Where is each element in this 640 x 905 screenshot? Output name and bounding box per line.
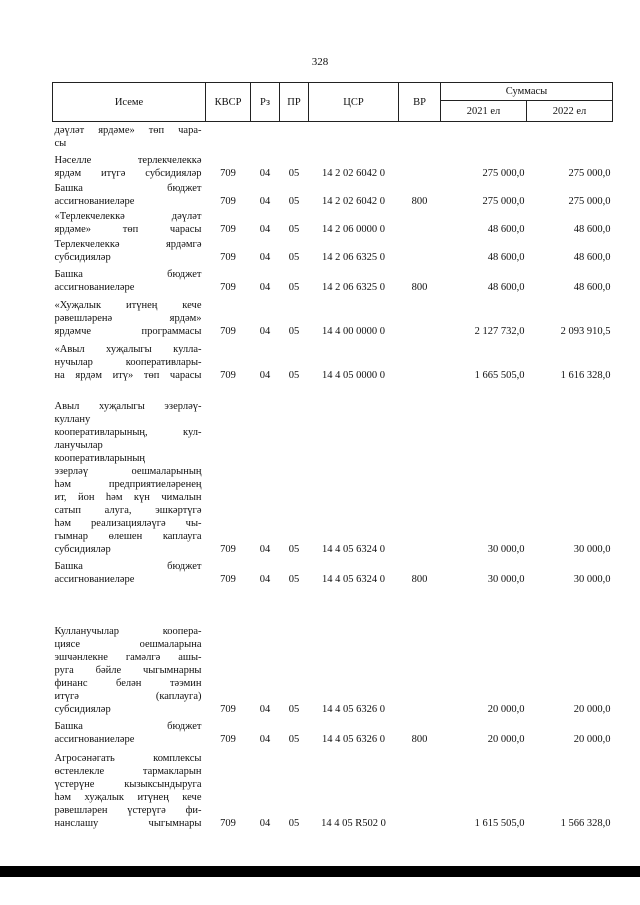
row-pr: 05 xyxy=(288,223,300,235)
table-row xyxy=(53,122,613,150)
row-vr xyxy=(399,122,441,150)
row-amount-2021: 1 665 505,0 xyxy=(474,369,525,381)
row-kvsr: 709 xyxy=(220,195,236,207)
row-amount-2022: 48 600,0 xyxy=(573,281,611,293)
budget-table xyxy=(52,82,613,830)
row-csr: 14 4 05 6324 0 xyxy=(322,573,385,585)
row-name: «Авыл хуҗалыгы кулла- нучылар кооперативлары- на ярдәм итү» төп чарасы xyxy=(54,343,202,381)
row-vr xyxy=(399,208,441,236)
row-pr: 05 xyxy=(288,281,300,293)
row-rz: 04 xyxy=(259,251,271,263)
row-pr: 05 xyxy=(288,817,300,829)
row-amount-2022: 1 616 328,0 xyxy=(560,369,611,381)
row-kvsr xyxy=(206,122,251,150)
row-kvsr: 709 xyxy=(220,817,236,829)
row-name: «Хуҗалык итүнең кече рәвешләренә ярдәм» ярдәмче программасы xyxy=(54,299,202,337)
row-rz: 04 xyxy=(259,543,271,555)
row-amount-2021: 30 000,0 xyxy=(487,543,525,555)
row-rz: 04 xyxy=(259,195,271,207)
row-csr: 14 4 05 6326 0 xyxy=(322,733,385,745)
row-amount-2022: 275 000,0 xyxy=(568,167,611,179)
row-pr: 05 xyxy=(288,325,300,337)
table-row xyxy=(53,236,613,264)
row-vr: 800 xyxy=(411,195,428,207)
row-amount-2021: 275 000,0 xyxy=(482,167,525,179)
row-vr xyxy=(399,586,441,716)
row-amount-2022: 30 000,0 xyxy=(573,543,611,555)
row-rz: 04 xyxy=(259,325,271,337)
table-row xyxy=(53,338,613,382)
row-csr: 14 2 06 0000 0 xyxy=(322,223,385,235)
row-vr xyxy=(399,338,441,382)
row-amount-2021: 275 000,0 xyxy=(482,195,525,207)
row-csr: 14 2 02 6042 0 xyxy=(322,167,385,179)
header-csr: ЦСР xyxy=(309,83,399,122)
header-pr: ПР xyxy=(280,83,309,122)
table-row xyxy=(53,150,613,180)
header-sums: Суммасы xyxy=(441,83,613,101)
row-amount-2022: 48 600,0 xyxy=(573,223,611,235)
row-name: Башка бюджет ассигнованиеләре xyxy=(54,720,202,745)
row-name: Нәселле терлекчелеккә ярдәм итүгә субсидияләр xyxy=(54,154,202,179)
row-amount-2021: 1 615 505,0 xyxy=(474,817,525,829)
row-vr: 800 xyxy=(411,281,428,293)
row-pr: 05 xyxy=(288,195,300,207)
row-pr: 05 xyxy=(288,733,300,745)
row-rz: 04 xyxy=(259,281,271,293)
header-year-2021: 2021 ел xyxy=(441,101,527,122)
table-row xyxy=(53,180,613,208)
header-rz: Рз xyxy=(251,83,280,122)
row-amount-2021: 2 127 732,0 xyxy=(474,325,525,337)
row-csr: 14 2 06 6325 0 xyxy=(322,251,385,263)
row-pr xyxy=(280,122,309,150)
row-kvsr: 709 xyxy=(220,167,236,179)
row-kvsr: 709 xyxy=(220,251,236,263)
row-name: Башка бюджет ассигнованиеләре xyxy=(54,560,202,585)
row-vr xyxy=(399,382,441,556)
row-rz: 04 xyxy=(259,223,271,235)
row-amount-2022: 20 000,0 xyxy=(573,703,611,715)
row-amount-2022 xyxy=(527,122,613,150)
header-year-2022: 2022 ел xyxy=(527,101,613,122)
row-name: Терлекчелеккә ярдәмгә субсидияләр xyxy=(54,238,202,263)
row-name: дәүләт ярдәме» төп чара- сы xyxy=(54,124,202,149)
table-row xyxy=(53,208,613,236)
row-amount-2021: 20 000,0 xyxy=(487,733,525,745)
table-row xyxy=(53,586,613,716)
row-vr xyxy=(399,746,441,830)
row-vr: 800 xyxy=(411,573,428,585)
scan-edge-bar xyxy=(0,866,640,877)
row-amount-2021 xyxy=(441,122,527,150)
row-amount-2021: 30 000,0 xyxy=(487,573,525,585)
row-rz: 04 xyxy=(259,573,271,585)
table-row xyxy=(53,264,613,294)
row-kvsr: 709 xyxy=(220,369,236,381)
row-csr: 14 4 05 6324 0 xyxy=(322,543,385,555)
row-rz xyxy=(251,122,280,150)
header-name: Исеме xyxy=(53,83,206,122)
row-amount-2022: 1 566 328,0 xyxy=(560,817,611,829)
table-row xyxy=(53,294,613,338)
header-vr: ВР xyxy=(399,83,441,122)
row-pr: 05 xyxy=(288,703,300,715)
row-pr: 05 xyxy=(288,369,300,381)
header-kvsr: КВСР xyxy=(206,83,251,122)
row-csr: 14 2 06 6325 0 xyxy=(322,281,385,293)
row-rz: 04 xyxy=(259,703,271,715)
row-amount-2021: 20 000,0 xyxy=(487,703,525,715)
row-amount-2021: 48 600,0 xyxy=(487,223,525,235)
row-csr: 14 4 05 R502 0 xyxy=(321,817,386,829)
row-amount-2022: 48 600,0 xyxy=(573,251,611,263)
row-csr: 14 4 00 0000 0 xyxy=(322,325,385,337)
row-name: Башка бюджет ассигнованиеләре xyxy=(54,268,202,293)
row-amount-2022: 20 000,0 xyxy=(573,733,611,745)
row-kvsr: 709 xyxy=(220,223,236,235)
row-name: Кулланучылар коопера- циясе оешмаларына эшчәнлекне гамәлгә ашы- руга бәйле чыгымнарны финанс белән тәэмин итүгә (каплауга) субсидияләр xyxy=(54,625,202,715)
row-pr: 05 xyxy=(288,167,300,179)
row-csr: 14 4 05 0000 0 xyxy=(322,369,385,381)
row-kvsr: 709 xyxy=(220,573,236,585)
row-name: Башка бюджет ассигнованиеләре xyxy=(54,182,202,207)
row-vr xyxy=(399,294,441,338)
row-rz: 04 xyxy=(259,369,271,381)
row-kvsr: 709 xyxy=(220,703,236,715)
row-csr: 14 4 05 6326 0 xyxy=(322,703,385,715)
row-amount-2022: 30 000,0 xyxy=(573,573,611,585)
row-amount-2022: 2 093 910,5 xyxy=(560,325,611,337)
table-row xyxy=(53,746,613,830)
row-pr: 05 xyxy=(288,543,300,555)
row-name: Авыл хуҗалыгы эзерләү- куллану кооперативларының, кул- ланучылар кооперативларының эзерләү оешмаларының һәм предприятиеләренең ит, йон һәм күн чималын сатып алуга, эшкәртүгә һәм реализацияләүгә чы- гымнар өлешен каплауга субсидияләр xyxy=(54,400,202,555)
row-name: Агросәнәгать комплексы өстенлекле тармакларын үстерүне кызыксындыруга һәм хуҗалык итүнең кече рәвешләрен үстерүгә фи- нанслашу чыгымнары xyxy=(54,752,202,829)
row-kvsr: 709 xyxy=(220,733,236,745)
row-kvsr: 709 xyxy=(220,325,236,337)
row-pr: 05 xyxy=(288,573,300,585)
row-csr: 14 2 02 6042 0 xyxy=(322,195,385,207)
row-amount-2021: 48 600,0 xyxy=(487,251,525,263)
row-kvsr: 709 xyxy=(220,543,236,555)
row-vr xyxy=(399,150,441,180)
table-row xyxy=(53,556,613,586)
row-csr xyxy=(309,122,399,150)
page-number: 328 xyxy=(311,56,329,68)
table-body xyxy=(53,122,613,830)
row-rz: 04 xyxy=(259,733,271,745)
row-name: «Терлекчелеккә дәүләт ярдәме» төп чарасы xyxy=(54,210,202,235)
row-pr: 05 xyxy=(288,251,300,263)
table-row xyxy=(53,716,613,746)
row-kvsr: 709 xyxy=(220,281,236,293)
row-amount-2022: 275 000,0 xyxy=(568,195,611,207)
row-amount-2021: 48 600,0 xyxy=(487,281,525,293)
row-vr xyxy=(399,236,441,264)
row-vr: 800 xyxy=(411,733,428,745)
row-rz: 04 xyxy=(259,167,271,179)
table-row xyxy=(53,382,613,556)
row-rz: 04 xyxy=(259,817,271,829)
